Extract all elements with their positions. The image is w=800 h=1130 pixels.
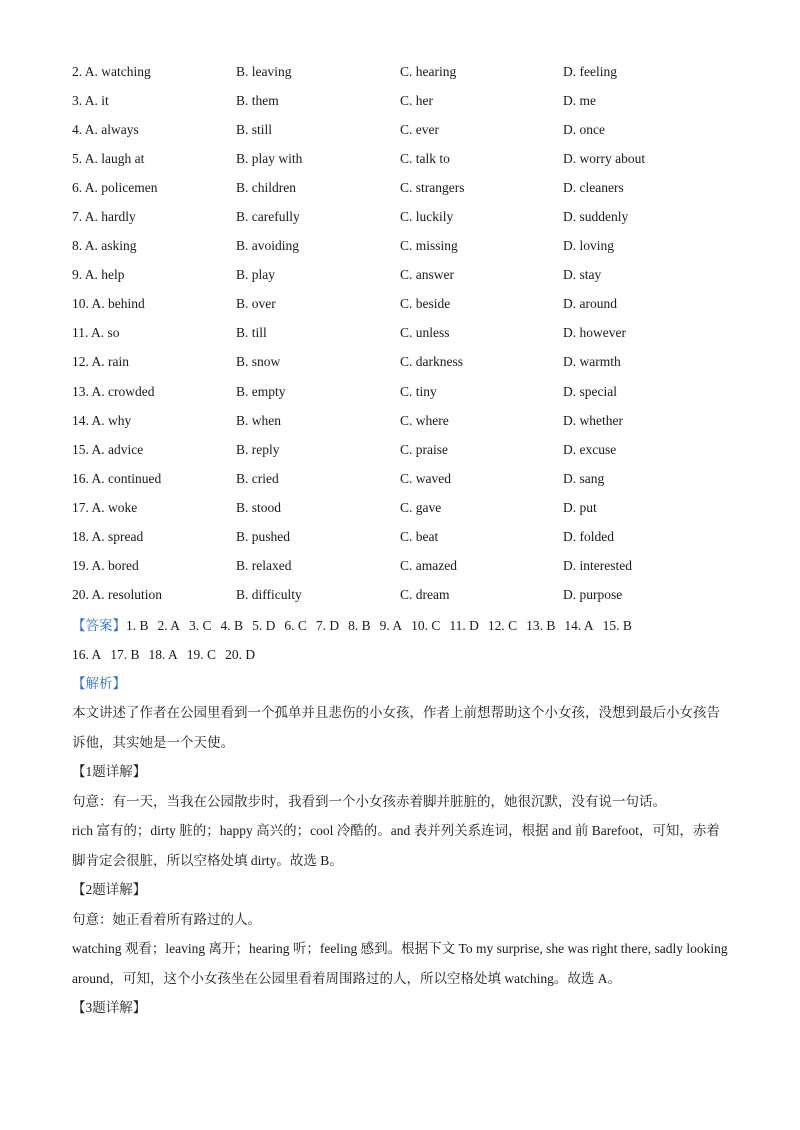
answer-item: 9. A <box>379 617 403 633</box>
option-cell: D. special <box>563 383 617 399</box>
options-table <box>72 59 732 611</box>
answer-item: 19. C <box>186 646 217 662</box>
answer-item: 15. B <box>602 617 632 633</box>
option-row <box>72 379 732 408</box>
option-cell: B. them <box>236 93 279 109</box>
option-cell: C. praise <box>400 441 448 457</box>
option-cell: C. amazed <box>400 557 457 573</box>
answer-tag: 【答案】 <box>72 617 126 633</box>
option-cell: B. over <box>236 296 276 312</box>
option-row <box>72 204 732 233</box>
option-cell: 6. A. policemen <box>72 180 158 196</box>
option-row <box>72 233 732 262</box>
option-cell: 8. A. asking <box>72 238 137 254</box>
option-row <box>72 59 732 88</box>
option-cell: C. luckily <box>400 209 454 225</box>
option-cell: 3. A. it <box>72 93 109 109</box>
q1-meaning: 句意：有一天，当我在公园散步时，我看到一个小女孩赤着脚并脏脏的，她很沉默，没有说一句话。 <box>72 793 666 809</box>
answer-item: 20. D <box>225 646 256 662</box>
q1-heading: 【1题详解】 <box>72 764 147 780</box>
option-cell: B. leaving <box>236 64 292 79</box>
option-cell: D. worry about <box>563 151 646 167</box>
option-cell: 9. A. help <box>72 267 125 283</box>
option-cell: C. darkness <box>400 354 463 370</box>
option-cell: C. ever <box>400 122 439 138</box>
option-cell: C. hearing <box>400 64 457 79</box>
option-cell: B. snow <box>236 354 281 370</box>
analysis-summary: 本文讲述了作者在公园里看到一个孤单并且悲伤的小女孩，作者上前想帮助这个小女孩，没想到最后小女孩告诉他，其实她是一个天使。 <box>72 705 720 750</box>
option-cell: 2. A. watching <box>72 64 151 79</box>
option-row <box>72 495 732 524</box>
q1-explanation: rich 富有的；dirty 脏的；happy 高兴的；cool 冷酷的。and 表并列关系连词，根据 and 前 Barefoot，可知，赤着脚肯定会很脏，所以空格处填 dirty。故选 B。 <box>72 823 720 868</box>
option-cell: B. difficulty <box>236 586 302 602</box>
answer-item: 6. C <box>284 617 307 633</box>
option-cell: B. children <box>236 180 296 196</box>
option-row <box>72 175 732 204</box>
answer-item: 2. A <box>157 617 181 633</box>
option-cell: B. empty <box>236 383 286 399</box>
option-cell: C. answer <box>400 267 454 283</box>
option-cell: B. play with <box>236 151 303 167</box>
option-cell: C. where <box>400 412 449 428</box>
option-cell: D. sang <box>563 470 605 486</box>
answer-item: 10. C <box>411 617 441 633</box>
answer-item: 3. C <box>189 617 212 633</box>
answer-line-1 <box>72 611 732 640</box>
option-cell: C. gave <box>400 499 442 515</box>
option-row <box>72 553 732 582</box>
option-cell: 12. A. rain <box>72 354 129 370</box>
option-cell: 16. A. continued <box>72 470 162 486</box>
q3-heading: 【3题详解】 <box>72 1000 147 1016</box>
option-cell: 4. A. always <box>72 122 139 138</box>
option-cell: 13. A. crowded <box>72 383 155 399</box>
option-row <box>72 582 732 611</box>
option-cell: C. tiny <box>400 383 437 399</box>
option-cell: B. cried <box>236 470 279 486</box>
option-row <box>72 291 732 320</box>
answer-item: 13. B <box>526 617 556 633</box>
option-cell: D. interested <box>563 557 632 573</box>
answer-item: 4. B <box>220 617 244 633</box>
option-cell: C. strangers <box>400 180 465 196</box>
option-cell: C. dream <box>400 586 450 602</box>
option-cell: D. however <box>563 325 626 341</box>
option-cell: C. waved <box>400 470 451 486</box>
option-row <box>72 88 732 117</box>
option-cell: C. missing <box>400 238 458 254</box>
option-row <box>72 466 732 495</box>
option-cell: B. avoiding <box>236 238 299 254</box>
option-row <box>72 437 732 466</box>
option-cell: 10. A. behind <box>72 296 145 312</box>
option-row <box>72 262 732 291</box>
answer-item: 8. B <box>348 617 371 633</box>
answer-item: 16. A <box>72 646 102 662</box>
option-row <box>72 320 732 349</box>
document-page <box>72 59 732 1023</box>
option-cell: B. till <box>236 325 267 341</box>
option-cell: B. when <box>236 412 281 428</box>
q2-meaning: 句意：她正看着所有路过的人。 <box>72 911 261 927</box>
option-cell: B. relaxed <box>236 557 292 573</box>
option-cell: D. loving <box>563 238 615 254</box>
option-cell: B. pushed <box>236 528 290 544</box>
analysis-tag: 【解析】 <box>72 675 126 691</box>
option-cell: C. talk to <box>400 151 450 167</box>
option-cell: D. excuse <box>563 441 617 457</box>
option-cell: D. once <box>563 122 605 138</box>
q2-heading: 【2题详解】 <box>72 882 147 898</box>
answer-item: 5. D <box>252 617 276 633</box>
option-cell: 5. A. laugh at <box>72 151 145 167</box>
option-cell: C. beside <box>400 296 451 312</box>
option-row <box>72 408 732 437</box>
answer-item: 14. A <box>564 617 594 633</box>
option-cell: D. whether <box>563 412 623 428</box>
option-row <box>72 349 732 378</box>
option-cell: 18. A. spread <box>72 528 144 544</box>
answer-item: 12. C <box>487 617 518 633</box>
answer-item: 7. D <box>315 617 340 633</box>
option-cell: B. carefully <box>236 209 300 225</box>
option-cell: 20. A. resolution <box>72 586 162 602</box>
option-cell: D. cleaners <box>563 180 624 196</box>
option-cell: 7. A. hardly <box>72 209 136 225</box>
answer-item: 11. D <box>449 617 479 633</box>
answer-line-2 <box>72 640 732 669</box>
option-cell: B. still <box>236 122 273 138</box>
option-cell: 14. A. why <box>72 412 132 428</box>
option-cell: 11. A. so <box>72 325 120 341</box>
option-cell: D. stay <box>563 267 602 283</box>
option-cell: C. unless <box>400 325 450 341</box>
option-row <box>72 117 732 146</box>
answer-item: 18. A <box>148 646 178 662</box>
option-cell: D. folded <box>563 528 614 544</box>
option-cell: D. purpose <box>563 586 623 602</box>
option-cell: D. around <box>563 296 617 312</box>
option-cell: 15. A. advice <box>72 441 144 457</box>
option-cell: B. stood <box>236 499 282 515</box>
option-cell: 19. A. bored <box>72 557 139 573</box>
q2-explanation: watching 观看；leaving 离开；hearing 听；feeling 感到。根据下文 To my surprise, she was right there, sadly looking around，可知，这个小女孩坐在公园里看着周围路过的人，所以空格处填 watching。故选 A。 <box>72 941 728 986</box>
option-row <box>72 524 732 553</box>
answer-item: 1. B <box>126 617 149 633</box>
option-cell: C. her <box>400 93 433 109</box>
option-row <box>72 146 732 175</box>
option-cell: D. feeling <box>563 64 617 79</box>
option-cell: 17. A. woke <box>72 499 138 515</box>
option-cell: D. warmth <box>563 354 621 370</box>
option-cell: D. me <box>563 93 596 109</box>
answer-item: 17. B <box>110 646 140 662</box>
option-cell: B. play <box>236 267 275 283</box>
option-cell: D. put <box>563 499 597 515</box>
option-cell: C. beat <box>400 528 439 544</box>
option-cell: D. suddenly <box>563 209 629 225</box>
option-cell: B. reply <box>236 441 280 457</box>
